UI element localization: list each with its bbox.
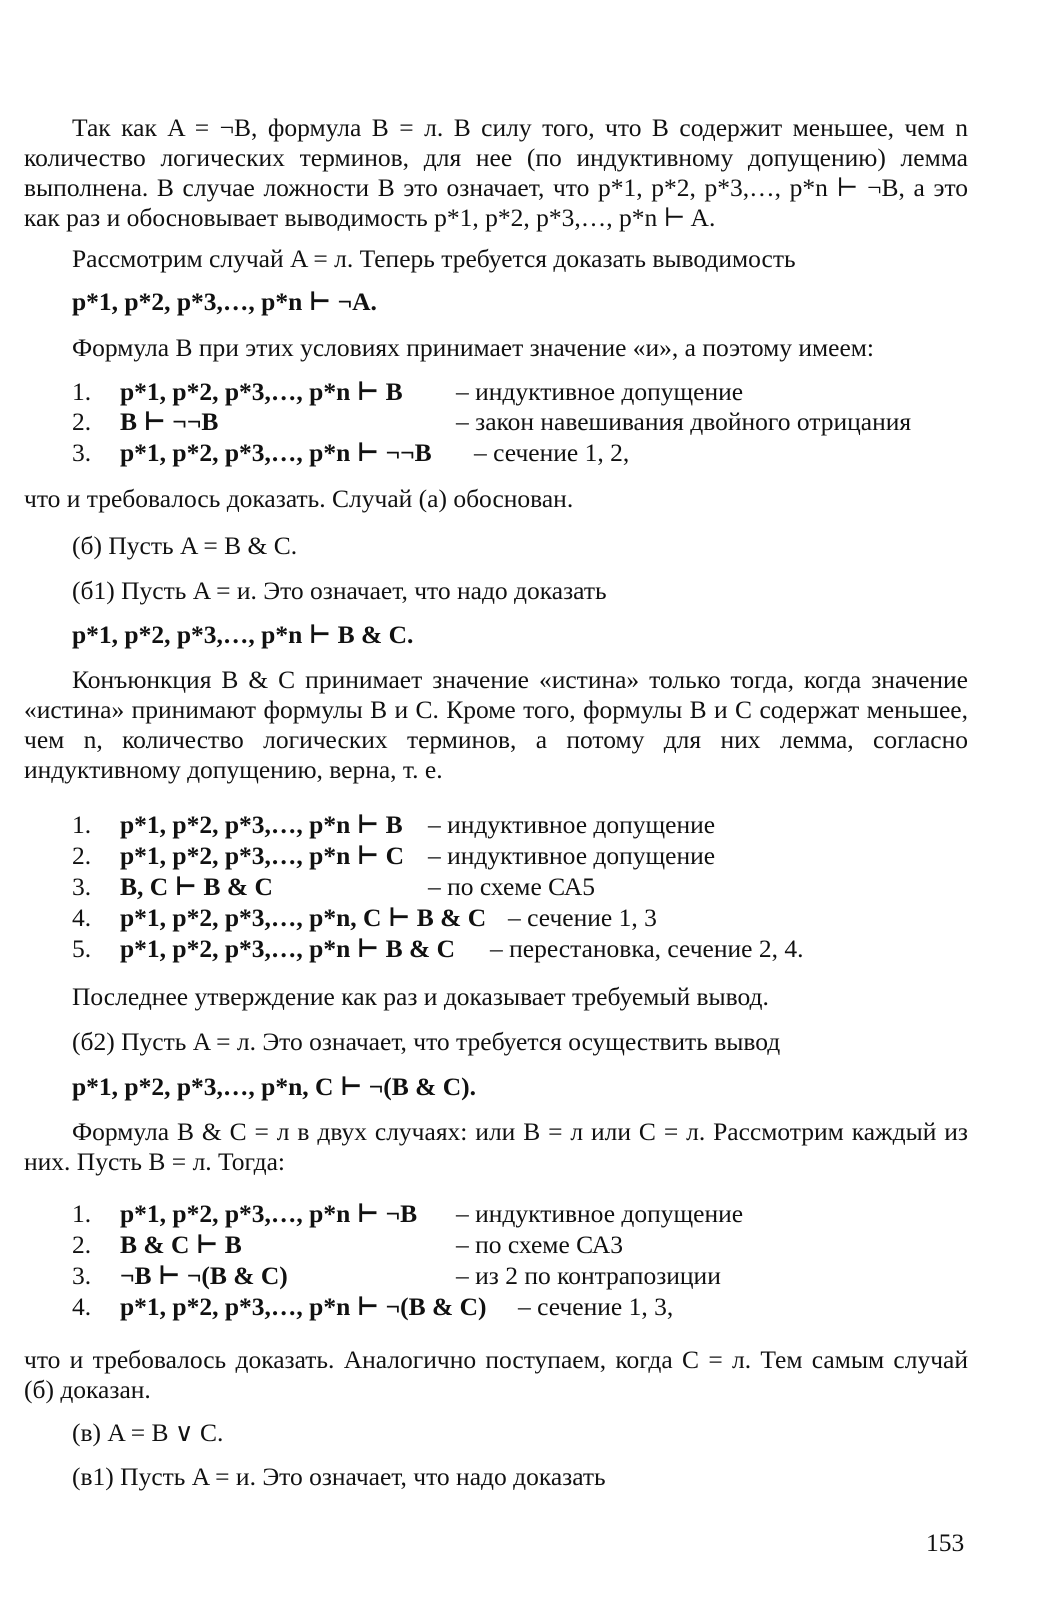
step-formula: p*1, p*2, p*3,…, p*n ⊢ ¬¬B bbox=[120, 438, 432, 467]
paragraph-text: Так как A = ¬B, формула B = л. В силу того, что B содержит меньшее, чем n количество логических терминов, для нее (по индуктивному допущению) лемма выполнена. В случае ложности B это означает, что p*1, p*2, p*3,…, p*n ⊢ ¬B, а это как раз и обосновывает выводимость p*1, p*2, p*3,…, p*n ⊢ A. bbox=[24, 113, 968, 232]
step-formula: B & C ⊢ B bbox=[120, 1230, 242, 1259]
step-number: 5. bbox=[72, 934, 92, 963]
step-number: 1. bbox=[72, 1199, 92, 1228]
step-comment: – по схеме СА5 bbox=[428, 872, 596, 901]
step-comment: – индуктивное допущение bbox=[456, 377, 744, 406]
step-number: 3. bbox=[72, 438, 92, 467]
step-formula: p*1, p*2, p*3,…, p*n ⊢ B bbox=[120, 810, 403, 839]
paragraph-case-a-false bbox=[24, 113, 968, 233]
page-number: 153 bbox=[926, 1528, 965, 1557]
paragraph-case-b1: (б1) Пусть A = и. Это означает, что надо доказать bbox=[72, 576, 607, 605]
formula-line: p*1, p*2, p*3,…, p*n ⊢ B & C. bbox=[72, 620, 414, 649]
paragraph-case-a-l: Рассмотрим случай A = л. Теперь требуется доказать выводимость bbox=[72, 244, 796, 273]
step-comment: – из 2 по контрапозиции bbox=[456, 1261, 721, 1290]
paragraph-case-b-proven: что и требовалось доказать. Аналогично поступаем, когда C = л. Тем самым случай (б) доказан. bbox=[24, 1345, 968, 1404]
step-comment: – сечение 1, 2, bbox=[474, 438, 630, 467]
step-formula: p*1, p*2, p*3,…, p*n ⊢ ¬B bbox=[120, 1199, 418, 1228]
step-formula: B, C ⊢ B & C bbox=[120, 872, 273, 901]
step-number: 2. bbox=[72, 407, 92, 436]
step-number: 1. bbox=[72, 377, 92, 406]
step-formula: p*1, p*2, p*3,…, p*n ⊢ C bbox=[120, 841, 404, 870]
step-formula: B ⊢ ¬¬B bbox=[120, 407, 219, 436]
step-comment: – сечение 1, 3, bbox=[518, 1292, 674, 1321]
formula-line: p*1, p*2, p*3,…, p*n ⊢ ¬A. bbox=[72, 287, 377, 316]
formula-line: p*1, p*2, p*3,…, p*n, C ⊢ ¬(B & C). bbox=[72, 1072, 477, 1101]
step-formula: p*1, p*2, p*3,…, p*n ⊢ ¬(B & C) bbox=[120, 1292, 487, 1321]
paragraph-case-v1: (в1) Пусть A = и. Это означает, что надо доказать bbox=[72, 1462, 606, 1491]
paragraph-case-a-proven: что и требовалось доказать. Случай (а) обоснован. bbox=[24, 484, 574, 513]
step-formula: p*1, p*2, p*3,…, p*n, C ⊢ B & C bbox=[120, 903, 487, 932]
step-comment: – индуктивное допущение bbox=[428, 841, 716, 870]
step-formula: p*1, p*2, p*3,…, p*n ⊢ B & C bbox=[120, 934, 455, 963]
paragraph-conjunction: Конъюнкция B & C принимает значение «истина» только тогда, когда значение «истина» принимают формулы B и C. Кроме того, формулы B и C содержат меньшее, чем n, количество логических терминов, а потому для них лемма, согласно индуктивному допущению, верна, т. е. bbox=[24, 665, 968, 784]
paragraph-conclusion-b1: Последнее утверждение как раз и доказывает требуемый вывод. bbox=[72, 982, 769, 1011]
step-number: 4. bbox=[72, 903, 92, 932]
step-number: 3. bbox=[72, 872, 92, 901]
step-number: 3. bbox=[72, 1261, 92, 1290]
paragraph-formula-b-value: Формула B при этих условиях принимает значение «и», а поэтому имеем: bbox=[72, 333, 875, 362]
step-comment: – сечение 1, 3 bbox=[508, 903, 657, 932]
paragraph-case-b: (б) Пусть A = B & C. bbox=[72, 531, 298, 560]
paragraph-case-b2: (б2) Пусть A = л. Это означает, что требуется осуществить вывод bbox=[72, 1027, 781, 1056]
step-formula: p*1, p*2, p*3,…, p*n ⊢ B bbox=[120, 377, 403, 406]
paragraph-case-v: (в) A = B ∨ C. bbox=[72, 1418, 224, 1447]
step-number: 4. bbox=[72, 1292, 92, 1321]
step-number: 2. bbox=[72, 1230, 92, 1259]
step-formula: ¬B ⊢ ¬(B & C) bbox=[120, 1261, 288, 1290]
step-comment: – закон навешивания двойного отрицания bbox=[456, 407, 912, 436]
paragraph-two-cases: Формула B & C = л в двух случаях: или B = л или C = л. Рассмотрим каждый из них. Пусть B = л. Тогда: bbox=[24, 1117, 968, 1176]
step-number: 2. bbox=[72, 841, 92, 870]
step-comment: – индуктивное допущение bbox=[428, 810, 716, 839]
step-comment: – индуктивное допущение bbox=[456, 1199, 744, 1228]
step-number: 1. bbox=[72, 810, 92, 839]
step-comment: – по схеме СА3 bbox=[456, 1230, 624, 1259]
step-comment: – перестановка, сечение 2, 4. bbox=[490, 934, 804, 963]
